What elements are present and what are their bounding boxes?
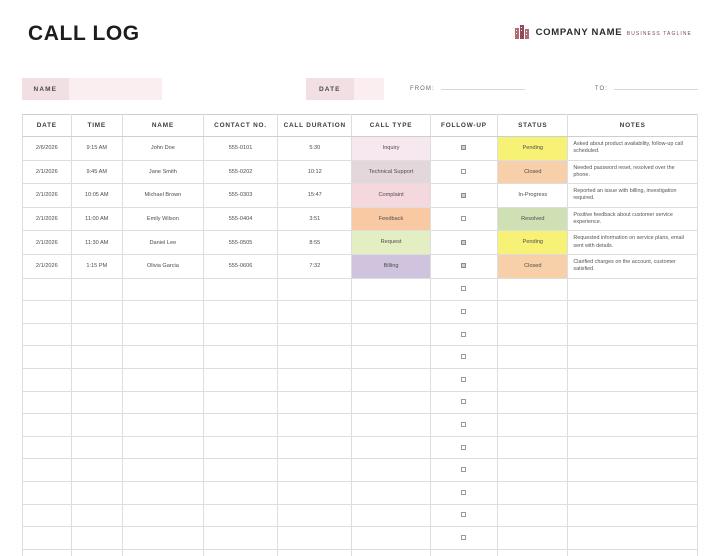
cell-empty[interactable] — [568, 301, 698, 324]
cell-empty[interactable] — [430, 368, 498, 391]
cell-empty[interactable] — [278, 368, 352, 391]
cell-empty[interactable] — [122, 346, 203, 369]
cell-empty[interactable] — [498, 527, 568, 550]
status-badge: Closed — [498, 255, 567, 278]
status-badge: Pending — [498, 137, 567, 160]
column-header-contact-no: CONTACT NO. — [203, 115, 277, 137]
cell-time[interactable]: 11:30 AM — [71, 231, 122, 255]
follow-up-checkbox[interactable] — [461, 490, 466, 495]
cell-empty[interactable] — [278, 301, 352, 324]
cell-name[interactable]: Daniel Lee — [122, 231, 203, 255]
cell-empty[interactable] — [23, 323, 72, 346]
follow-up-checkbox[interactable] — [461, 286, 466, 291]
cell-empty[interactable] — [498, 459, 568, 482]
cell-empty[interactable] — [71, 278, 122, 301]
cell-empty[interactable] — [352, 368, 430, 391]
follow-up-checkbox[interactable] — [461, 263, 466, 268]
cell-empty[interactable] — [430, 301, 498, 324]
cell-empty[interactable] — [23, 527, 72, 550]
cell-empty[interactable] — [568, 436, 698, 459]
cell-empty[interactable] — [71, 301, 122, 324]
table-row-empty — [23, 481, 698, 504]
cell-empty[interactable] — [203, 549, 277, 556]
document-header — [22, 18, 698, 62]
cell-name[interactable]: John Doe — [122, 137, 203, 161]
cell-empty[interactable] — [203, 368, 277, 391]
cell-empty[interactable] — [203, 504, 277, 527]
cell-empty[interactable] — [122, 414, 203, 437]
cell-empty[interactable] — [203, 346, 277, 369]
table-row — [23, 207, 698, 231]
cell-empty[interactable] — [352, 414, 430, 437]
cell-empty[interactable] — [568, 391, 698, 414]
cell-empty[interactable] — [568, 368, 698, 391]
status-badge: Closed — [498, 161, 567, 184]
cell-empty[interactable] — [430, 481, 498, 504]
cell-date[interactable]: 2/1/2026 — [23, 160, 72, 184]
building-icon — [514, 23, 530, 40]
status-badge: Resolved — [498, 208, 567, 231]
company-tagline: BUSINESS TAGLINE — [626, 31, 692, 37]
cell-empty[interactable] — [122, 459, 203, 482]
cell-empty[interactable] — [498, 481, 568, 504]
cell-empty[interactable] — [278, 549, 352, 556]
cell-contact-no[interactable]: 555-0202 — [203, 160, 277, 184]
cell-empty[interactable] — [71, 527, 122, 550]
company-name: COMPANY NAME — [535, 27, 623, 38]
cell-empty[interactable] — [498, 504, 568, 527]
cell-empty[interactable] — [430, 278, 498, 301]
cell-empty[interactable] — [23, 549, 72, 556]
cell-notes[interactable]: Needed password reset, resolved over the phone. — [568, 160, 698, 184]
cell-empty[interactable] — [203, 481, 277, 504]
cell-notes[interactable]: Reported an issue with billing, investigation required. — [568, 184, 698, 208]
cell-date[interactable]: 2/1/2026 — [23, 207, 72, 231]
cell-status[interactable] — [498, 231, 568, 255]
cell-status[interactable] — [498, 254, 568, 278]
cell-follow-up[interactable] — [430, 254, 498, 278]
cell-empty[interactable] — [498, 391, 568, 414]
cell-empty[interactable] — [430, 459, 498, 482]
cell-empty[interactable] — [430, 504, 498, 527]
cell-call-type[interactable] — [352, 231, 430, 255]
follow-up-checkbox[interactable] — [461, 309, 466, 314]
cell-empty[interactable] — [568, 414, 698, 437]
cell-empty[interactable] — [122, 436, 203, 459]
meta-bar — [22, 78, 698, 100]
cell-empty[interactable] — [498, 278, 568, 301]
table-row-empty — [23, 368, 698, 391]
cell-empty[interactable] — [23, 504, 72, 527]
table-row — [23, 184, 698, 208]
status-badge: In-Progress — [498, 184, 567, 207]
cell-empty[interactable] — [352, 549, 430, 556]
follow-up-checkbox[interactable] — [461, 169, 466, 174]
follow-up-checkbox[interactable] — [461, 193, 466, 198]
cell-empty[interactable] — [352, 391, 430, 414]
table-header — [23, 115, 698, 137]
cell-call-duration[interactable]: 5:30 — [278, 137, 352, 161]
cell-empty[interactable] — [430, 527, 498, 550]
cell-empty[interactable] — [352, 436, 430, 459]
cell-empty[interactable] — [203, 527, 277, 550]
cell-call-duration[interactable]: 8:55 — [278, 231, 352, 255]
column-header-time: TIME — [71, 115, 122, 137]
cell-follow-up[interactable] — [430, 231, 498, 255]
call-type-badge: Technical Support — [352, 161, 429, 184]
call-type-badge: Feedback — [352, 208, 429, 231]
cell-time[interactable]: 11:00 AM — [71, 207, 122, 231]
column-header-call-type: CALL TYPE — [352, 115, 430, 137]
call-log-table-wrapper — [22, 114, 698, 556]
cell-empty[interactable] — [71, 323, 122, 346]
cell-empty[interactable] — [23, 414, 72, 437]
cell-call-type[interactable] — [352, 184, 430, 208]
cell-empty[interactable] — [71, 459, 122, 482]
cell-empty[interactable] — [122, 481, 203, 504]
cell-empty[interactable] — [71, 346, 122, 369]
cell-empty[interactable] — [352, 323, 430, 346]
cell-empty[interactable] — [568, 278, 698, 301]
cell-empty[interactable] — [352, 278, 430, 301]
cell-empty[interactable] — [568, 549, 698, 556]
cell-empty[interactable] — [430, 414, 498, 437]
column-header-follow-up: FOLLOW-UP — [430, 115, 498, 137]
cell-date[interactable]: 2/1/2026 — [23, 254, 72, 278]
cell-call-duration[interactable]: 3:51 — [278, 207, 352, 231]
name-input[interactable] — [69, 78, 162, 100]
cell-empty[interactable] — [498, 368, 568, 391]
cell-empty[interactable] — [122, 527, 203, 550]
cell-empty[interactable] — [568, 481, 698, 504]
cell-empty[interactable] — [122, 278, 203, 301]
cell-empty[interactable] — [278, 527, 352, 550]
cell-date[interactable]: 2/1/2026 — [23, 184, 72, 208]
cell-call-type[interactable] — [352, 207, 430, 231]
cell-empty[interactable] — [23, 301, 72, 324]
table-row-empty — [23, 527, 698, 550]
follow-up-checkbox[interactable] — [461, 240, 466, 245]
table-header-row — [23, 115, 698, 137]
cell-empty[interactable] — [568, 527, 698, 550]
cell-empty[interactable] — [278, 504, 352, 527]
cell-time[interactable]: 10:05 AM — [71, 184, 122, 208]
table-row — [23, 231, 698, 255]
cell-date[interactable]: 2/6/2026 — [23, 137, 72, 161]
cell-name[interactable]: Jane Smith — [122, 160, 203, 184]
cell-empty[interactable] — [498, 301, 568, 324]
cell-empty[interactable] — [203, 414, 277, 437]
follow-up-checkbox[interactable] — [461, 399, 466, 404]
cell-empty[interactable] — [278, 278, 352, 301]
cell-empty[interactable] — [430, 391, 498, 414]
follow-up-checkbox[interactable] — [461, 422, 466, 427]
cell-empty[interactable] — [203, 323, 277, 346]
column-header-name: NAME — [122, 115, 203, 137]
cell-empty[interactable] — [122, 301, 203, 324]
cell-empty[interactable] — [122, 391, 203, 414]
follow-up-checkbox[interactable] — [461, 467, 466, 472]
call-type-badge: Complaint — [352, 184, 429, 207]
cell-call-type[interactable] — [352, 137, 430, 161]
table-row — [23, 254, 698, 278]
table-body — [23, 137, 698, 556]
cell-call-duration[interactable]: 10:12 — [278, 160, 352, 184]
follow-up-checkbox[interactable] — [461, 512, 466, 517]
cell-empty[interactable] — [568, 346, 698, 369]
table-row-empty — [23, 459, 698, 482]
cell-contact-no[interactable]: 555-0606 — [203, 254, 277, 278]
cell-status[interactable] — [498, 207, 568, 231]
call-type-badge: Request — [352, 231, 429, 254]
cell-empty[interactable] — [498, 414, 568, 437]
cell-empty[interactable] — [71, 504, 122, 527]
brand-text-block — [536, 22, 692, 40]
table-row-empty — [23, 346, 698, 369]
cell-empty[interactable] — [352, 459, 430, 482]
cell-empty[interactable] — [71, 414, 122, 437]
cell-contact-no[interactable]: 555-0303 — [203, 184, 277, 208]
cell-empty[interactable] — [352, 504, 430, 527]
cell-name[interactable]: Emily Wilson — [122, 207, 203, 231]
follow-up-checkbox[interactable] — [461, 332, 466, 337]
cell-notes[interactable]: Clarified charges on the account, customer satisfied. — [568, 254, 698, 278]
cell-empty[interactable] — [203, 436, 277, 459]
cell-empty[interactable] — [430, 549, 498, 556]
cell-status[interactable] — [498, 137, 568, 161]
cell-empty[interactable] — [71, 481, 122, 504]
cell-empty[interactable] — [278, 323, 352, 346]
cell-empty[interactable] — [71, 436, 122, 459]
follow-up-checkbox[interactable] — [461, 445, 466, 450]
cell-empty[interactable] — [23, 391, 72, 414]
cell-empty[interactable] — [122, 323, 203, 346]
follow-up-checkbox[interactable] — [461, 354, 466, 359]
call-type-badge: Billing — [352, 255, 429, 278]
to-label: TO: — [594, 86, 609, 92]
cell-empty[interactable] — [122, 368, 203, 391]
date-label: DATE — [306, 78, 354, 100]
name-label: NAME — [22, 78, 69, 100]
cell-empty[interactable] — [278, 459, 352, 482]
cell-notes[interactable]: Requested information on service plans, email sent with details. — [568, 231, 698, 255]
cell-notes[interactable]: Asked about product availability, follow-up call scheduled. — [568, 137, 698, 161]
cell-contact-no[interactable]: 555-0101 — [203, 137, 277, 161]
follow-up-checkbox[interactable] — [461, 145, 466, 150]
cell-empty[interactable] — [71, 391, 122, 414]
table-row — [23, 137, 698, 161]
follow-up-checkbox[interactable] — [461, 216, 466, 221]
date-input[interactable] — [354, 78, 384, 100]
cell-time[interactable]: 9:15 AM — [71, 137, 122, 161]
cell-empty[interactable] — [568, 323, 698, 346]
cell-empty[interactable] — [568, 504, 698, 527]
cell-follow-up[interactable] — [430, 207, 498, 231]
cell-empty[interactable] — [203, 278, 277, 301]
column-header-status: STATUS — [498, 115, 568, 137]
cell-empty[interactable] — [203, 459, 277, 482]
call-type-badge: Inquiry — [352, 137, 429, 160]
cell-empty[interactable] — [122, 504, 203, 527]
follow-up-checkbox[interactable] — [461, 377, 466, 382]
cell-empty[interactable] — [71, 549, 122, 556]
cell-name[interactable]: Michael Brown — [122, 184, 203, 208]
cell-empty[interactable] — [203, 391, 277, 414]
cell-call-duration[interactable]: 15:47 — [278, 184, 352, 208]
cell-empty[interactable] — [498, 436, 568, 459]
company-branding — [514, 18, 698, 40]
table-row-empty — [23, 414, 698, 437]
cell-empty[interactable] — [23, 436, 72, 459]
table-row-empty — [23, 301, 698, 324]
cell-empty[interactable] — [23, 278, 72, 301]
cell-follow-up[interactable] — [430, 160, 498, 184]
cell-empty[interactable] — [498, 323, 568, 346]
cell-follow-up[interactable] — [430, 184, 498, 208]
cell-contact-no[interactable]: 555-0404 — [203, 207, 277, 231]
cell-notes[interactable]: Positive feedback about customer service experience. — [568, 207, 698, 231]
cell-date[interactable]: 2/1/2026 — [23, 231, 72, 255]
table-row-empty — [23, 549, 698, 556]
cell-empty[interactable] — [23, 481, 72, 504]
cell-name[interactable]: Olivia Garcia — [122, 254, 203, 278]
cell-follow-up[interactable] — [430, 137, 498, 161]
table-row-empty — [23, 504, 698, 527]
cell-call-duration[interactable]: 7:32 — [278, 254, 352, 278]
cell-empty[interactable] — [23, 346, 72, 369]
table-row-empty — [23, 391, 698, 414]
cell-empty[interactable] — [352, 527, 430, 550]
table-row-empty — [23, 323, 698, 346]
table-row — [23, 160, 698, 184]
cell-status[interactable] — [498, 160, 568, 184]
call-log-table — [22, 114, 698, 556]
cell-empty[interactable] — [498, 346, 568, 369]
cell-empty[interactable] — [278, 414, 352, 437]
cell-contact-no[interactable]: 555-0505 — [203, 231, 277, 255]
to-input[interactable] — [614, 89, 698, 90]
cell-empty[interactable] — [23, 368, 72, 391]
from-input[interactable] — [441, 89, 525, 90]
cell-empty[interactable] — [430, 323, 498, 346]
cell-empty[interactable] — [278, 346, 352, 369]
column-header-date: DATE — [23, 115, 72, 137]
column-header-notes: NOTES — [568, 115, 698, 137]
cell-empty[interactable] — [23, 459, 72, 482]
from-label: FROM: — [409, 86, 435, 92]
cell-empty[interactable] — [352, 481, 430, 504]
to-field — [595, 78, 698, 100]
cell-empty[interactable] — [71, 368, 122, 391]
cell-empty[interactable] — [122, 549, 203, 556]
cell-call-type[interactable] — [352, 160, 430, 184]
status-badge: Pending — [498, 231, 567, 254]
cell-call-type[interactable] — [352, 254, 430, 278]
cell-empty[interactable] — [278, 481, 352, 504]
cell-empty[interactable] — [203, 301, 277, 324]
cell-empty[interactable] — [278, 391, 352, 414]
cell-time[interactable]: 1:15 PM — [71, 254, 122, 278]
cell-empty[interactable] — [430, 346, 498, 369]
from-field — [410, 78, 525, 100]
follow-up-checkbox[interactable] — [461, 535, 466, 540]
page-title: CALL LOG — [28, 22, 140, 45]
cell-empty[interactable] — [352, 346, 430, 369]
cell-time[interactable]: 9:45 AM — [71, 160, 122, 184]
cell-empty[interactable] — [278, 436, 352, 459]
cell-status[interactable] — [498, 184, 568, 208]
cell-empty[interactable] — [498, 549, 568, 556]
table-row-empty — [23, 436, 698, 459]
cell-empty[interactable] — [352, 301, 430, 324]
column-header-call-duration: CALL DURATION — [278, 115, 352, 137]
cell-empty[interactable] — [568, 459, 698, 482]
table-row-empty — [23, 278, 698, 301]
cell-empty[interactable] — [430, 436, 498, 459]
